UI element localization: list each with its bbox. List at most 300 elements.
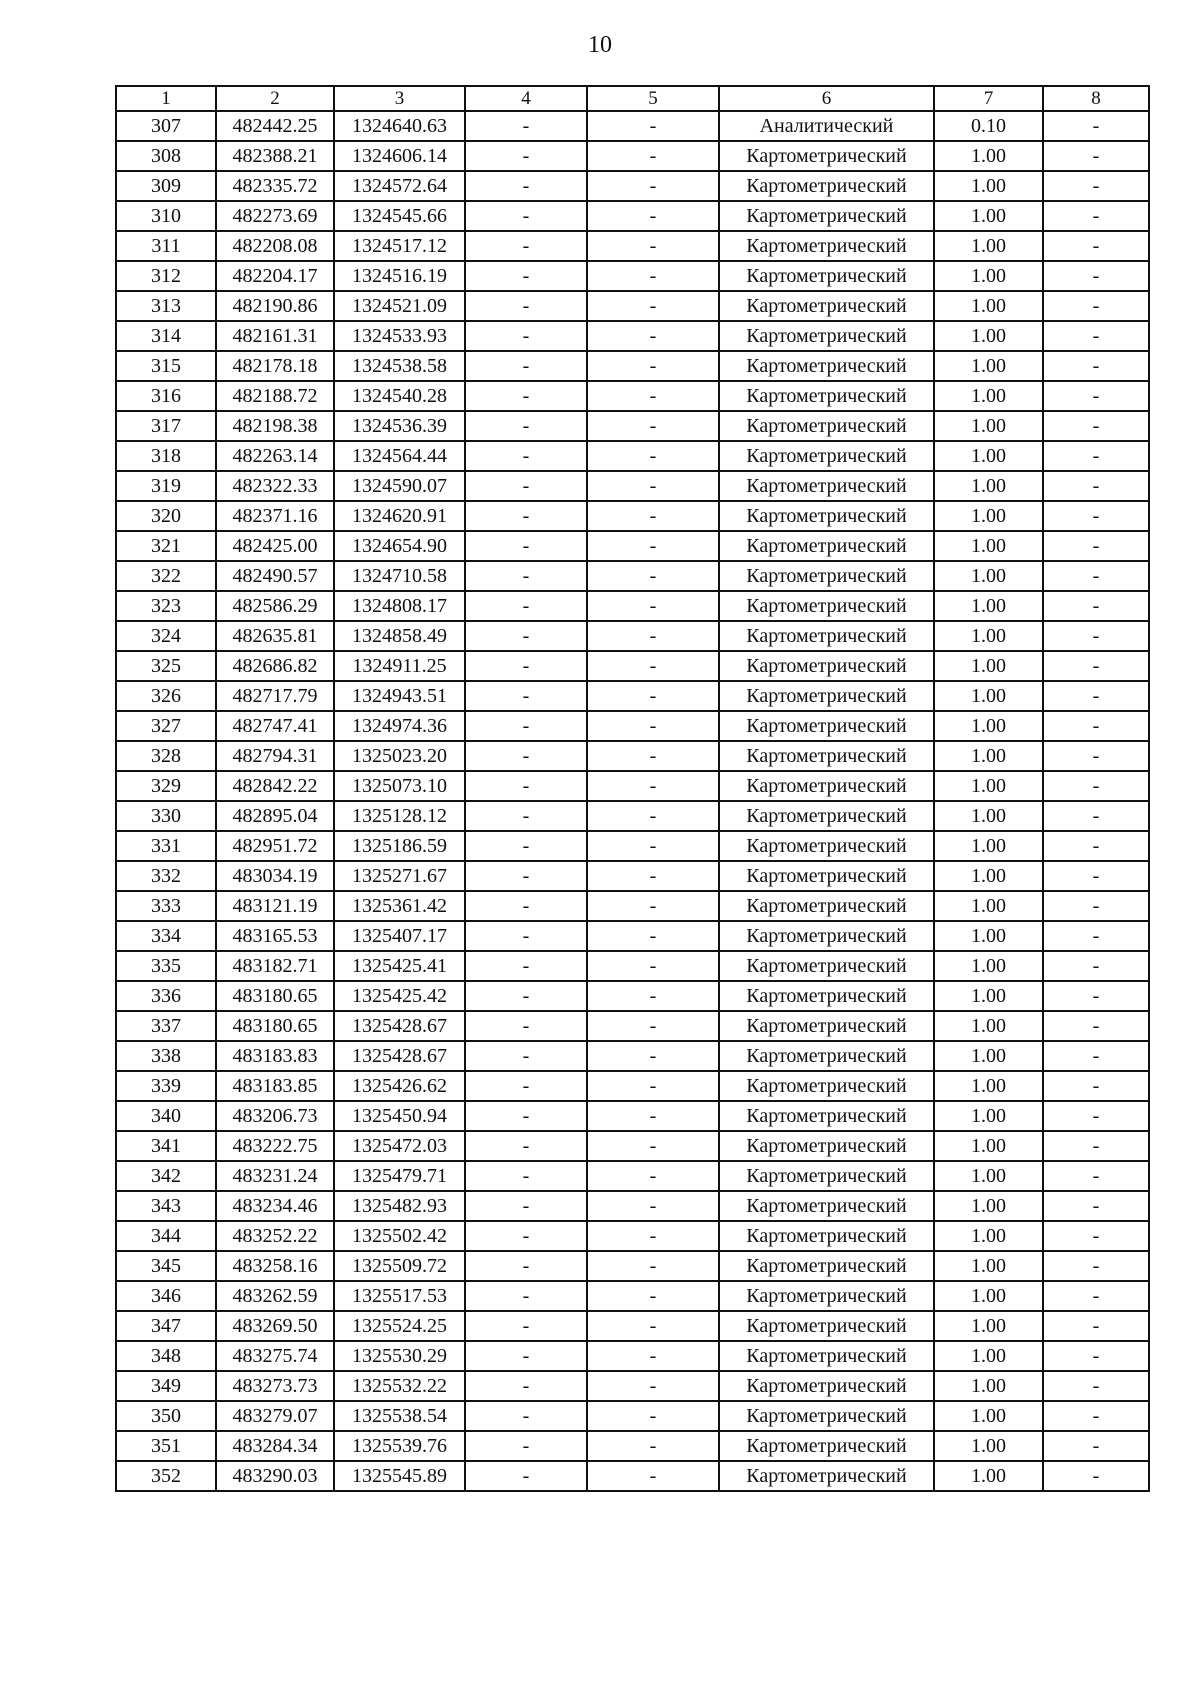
table-row [116,621,1149,651]
y-coordinate-cell: 1325128.12 [334,801,465,831]
x-coordinate-cell: 482204.17 [216,261,334,291]
method-cell: Картометрический [719,981,934,1011]
column-5-cell: - [587,1281,719,1311]
column-4-cell: - [465,1071,587,1101]
accuracy-cell: 1.00 [934,681,1043,711]
point-number-cell: 333 [116,891,216,921]
method-cell: Картометрический [719,1221,934,1251]
column-8-cell: - [1043,351,1149,381]
column-8-cell: - [1043,1131,1149,1161]
column-4-cell: - [465,1131,587,1161]
column-5-cell: - [587,651,719,681]
column-8-cell: - [1043,1251,1149,1281]
table-row [116,861,1149,891]
y-coordinate-cell: 1324536.39 [334,411,465,441]
method-cell: Картометрический [719,1161,934,1191]
accuracy-cell: 1.00 [934,471,1043,501]
x-coordinate-cell: 483290.03 [216,1461,334,1491]
y-coordinate-cell: 1325532.22 [334,1371,465,1401]
y-coordinate-cell: 1324808.17 [334,591,465,621]
x-coordinate-cell: 482388.21 [216,141,334,171]
point-number-cell: 307 [116,111,216,141]
table-row [116,321,1149,351]
method-cell: Картометрический [719,291,934,321]
table-row [116,1191,1149,1221]
point-number-cell: 316 [116,381,216,411]
column-8-cell: - [1043,531,1149,561]
y-coordinate-cell: 1325530.29 [334,1341,465,1371]
column-5-cell: - [587,291,719,321]
column-8-cell: - [1043,711,1149,741]
column-5-cell: - [587,771,719,801]
point-number-cell: 336 [116,981,216,1011]
table-row [116,201,1149,231]
accuracy-cell: 1.00 [934,741,1043,771]
table-row [116,741,1149,771]
column-4-cell: - [465,891,587,921]
y-coordinate-cell: 1324516.19 [334,261,465,291]
column-4-cell: - [465,801,587,831]
column-header: 2 [216,86,334,111]
accuracy-cell: 1.00 [934,531,1043,561]
x-coordinate-cell: 483279.07 [216,1401,334,1431]
table-row [116,231,1149,261]
column-5-cell: - [587,1071,719,1101]
point-number-cell: 309 [116,171,216,201]
table-row [116,591,1149,621]
method-cell: Картометрический [719,1281,934,1311]
accuracy-cell: 1.00 [934,441,1043,471]
column-8-cell: - [1043,741,1149,771]
column-8-cell: - [1043,1371,1149,1401]
accuracy-cell: 1.00 [934,411,1043,441]
column-4-cell: - [465,411,587,441]
x-coordinate-cell: 482273.69 [216,201,334,231]
table-row [116,1371,1149,1401]
method-cell: Картометрический [719,651,934,681]
y-coordinate-cell: 1325073.10 [334,771,465,801]
column-header: 3 [334,86,465,111]
x-coordinate-cell: 482188.72 [216,381,334,411]
column-4-cell: - [465,1401,587,1431]
accuracy-cell: 1.00 [934,261,1043,291]
y-coordinate-cell: 1325538.54 [334,1401,465,1431]
x-coordinate-cell: 483222.75 [216,1131,334,1161]
column-5-cell: - [587,1371,719,1401]
accuracy-cell: 0.10 [934,111,1043,141]
column-5-cell: - [587,351,719,381]
column-8-cell: - [1043,1431,1149,1461]
column-4-cell: - [465,141,587,171]
method-cell: Картометрический [719,201,934,231]
x-coordinate-cell: 483034.19 [216,861,334,891]
y-coordinate-cell: 1325539.76 [334,1431,465,1461]
table-row [116,291,1149,321]
x-coordinate-cell: 483165.53 [216,921,334,951]
column-8-cell: - [1043,381,1149,411]
point-number-cell: 313 [116,291,216,321]
y-coordinate-cell: 1325428.67 [334,1011,465,1041]
accuracy-cell: 1.00 [934,1131,1043,1161]
accuracy-cell: 1.00 [934,141,1043,171]
column-4-cell: - [465,531,587,561]
accuracy-cell: 1.00 [934,501,1043,531]
point-number-cell: 337 [116,1011,216,1041]
column-4-cell: - [465,291,587,321]
accuracy-cell: 1.00 [934,201,1043,231]
y-coordinate-cell: 1324545.66 [334,201,465,231]
column-8-cell: - [1043,411,1149,441]
method-cell: Картометрический [719,441,934,471]
column-4-cell: - [465,651,587,681]
accuracy-cell: 1.00 [934,891,1043,921]
y-coordinate-cell: 1324654.90 [334,531,465,561]
x-coordinate-cell: 482425.00 [216,531,334,561]
method-cell: Картометрический [719,1101,934,1131]
table-header-row [116,86,1149,111]
point-number-cell: 311 [116,231,216,261]
y-coordinate-cell: 1324640.63 [334,111,465,141]
column-5-cell: - [587,891,719,921]
table-row [116,1071,1149,1101]
table-row [116,1161,1149,1191]
y-coordinate-cell: 1324538.58 [334,351,465,381]
column-4-cell: - [465,711,587,741]
column-8-cell: - [1043,471,1149,501]
column-4-cell: - [465,1251,587,1281]
column-8-cell: - [1043,771,1149,801]
table-row [116,1401,1149,1431]
column-4-cell: - [465,831,587,861]
table-row [116,261,1149,291]
table-row [116,951,1149,981]
y-coordinate-cell: 1324540.28 [334,381,465,411]
column-4-cell: - [465,1191,587,1221]
x-coordinate-cell: 483231.24 [216,1161,334,1191]
accuracy-cell: 1.00 [934,1011,1043,1041]
x-coordinate-cell: 482208.08 [216,231,334,261]
table-row [116,1041,1149,1071]
column-header: 1 [116,86,216,111]
column-4-cell: - [465,351,587,381]
x-coordinate-cell: 483262.59 [216,1281,334,1311]
x-coordinate-cell: 482371.16 [216,501,334,531]
column-8-cell: - [1043,1101,1149,1131]
column-5-cell: - [587,321,719,351]
column-8-cell: - [1043,651,1149,681]
column-5-cell: - [587,411,719,441]
point-number-cell: 314 [116,321,216,351]
method-cell: Картометрический [719,411,934,441]
column-4-cell: - [465,921,587,951]
point-number-cell: 343 [116,1191,216,1221]
column-5-cell: - [587,201,719,231]
accuracy-cell: 1.00 [934,981,1043,1011]
column-5-cell: - [587,681,719,711]
column-8-cell: - [1043,801,1149,831]
table-row [116,771,1149,801]
column-5-cell: - [587,711,719,741]
y-coordinate-cell: 1324521.09 [334,291,465,321]
column-5-cell: - [587,1461,719,1491]
y-coordinate-cell: 1324533.93 [334,321,465,351]
method-cell: Картометрический [719,1251,934,1281]
method-cell: Картометрический [719,1461,934,1491]
column-4-cell: - [465,381,587,411]
method-cell: Картометрический [719,141,934,171]
y-coordinate-cell: 1325426.62 [334,1071,465,1101]
x-coordinate-cell: 482190.86 [216,291,334,321]
column-4-cell: - [465,561,587,591]
y-coordinate-cell: 1325186.59 [334,831,465,861]
y-coordinate-cell: 1325524.25 [334,1311,465,1341]
accuracy-cell: 1.00 [934,801,1043,831]
column-4-cell: - [465,741,587,771]
x-coordinate-cell: 483180.65 [216,1011,334,1041]
table-row [116,471,1149,501]
y-coordinate-cell: 1325407.17 [334,921,465,951]
x-coordinate-cell: 482335.72 [216,171,334,201]
y-coordinate-cell: 1324572.64 [334,171,465,201]
column-8-cell: - [1043,1161,1149,1191]
y-coordinate-cell: 1324710.58 [334,561,465,591]
method-cell: Картометрический [719,1131,934,1161]
accuracy-cell: 1.00 [934,561,1043,591]
accuracy-cell: 1.00 [934,1401,1043,1431]
column-5-cell: - [587,1251,719,1281]
method-cell: Аналитический [719,111,934,141]
column-5-cell: - [587,921,719,951]
x-coordinate-cell: 483180.65 [216,981,334,1011]
point-number-cell: 351 [116,1431,216,1461]
table-row [116,501,1149,531]
column-8-cell: - [1043,951,1149,981]
column-8-cell: - [1043,1281,1149,1311]
column-4-cell: - [465,681,587,711]
column-5-cell: - [587,171,719,201]
column-4-cell: - [465,201,587,231]
accuracy-cell: 1.00 [934,1371,1043,1401]
y-coordinate-cell: 1325428.67 [334,1041,465,1071]
column-5-cell: - [587,741,719,771]
accuracy-cell: 1.00 [934,351,1043,381]
accuracy-cell: 1.00 [934,621,1043,651]
method-cell: Картометрический [719,561,934,591]
column-8-cell: - [1043,621,1149,651]
accuracy-cell: 1.00 [934,651,1043,681]
point-number-cell: 312 [116,261,216,291]
column-5-cell: - [587,1431,719,1461]
x-coordinate-cell: 482586.29 [216,591,334,621]
column-4-cell: - [465,1281,587,1311]
column-4-cell: - [465,1311,587,1341]
point-number-cell: 346 [116,1281,216,1311]
column-4-cell: - [465,321,587,351]
y-coordinate-cell: 1325517.53 [334,1281,465,1311]
column-5-cell: - [587,1221,719,1251]
column-8-cell: - [1043,681,1149,711]
x-coordinate-cell: 483284.34 [216,1431,334,1461]
column-5-cell: - [587,141,719,171]
table-row [116,561,1149,591]
column-5-cell: - [587,621,719,651]
x-coordinate-cell: 482635.81 [216,621,334,651]
x-coordinate-cell: 483258.16 [216,1251,334,1281]
x-coordinate-cell: 483252.22 [216,1221,334,1251]
y-coordinate-cell: 1325425.41 [334,951,465,981]
x-coordinate-cell: 483234.46 [216,1191,334,1221]
point-number-cell: 329 [116,771,216,801]
accuracy-cell: 1.00 [934,771,1043,801]
method-cell: Картометрический [719,1401,934,1431]
table-row [116,831,1149,861]
accuracy-cell: 1.00 [934,1251,1043,1281]
column-5-cell: - [587,831,719,861]
x-coordinate-cell: 483206.73 [216,1101,334,1131]
table-row [116,1221,1149,1251]
column-8-cell: - [1043,1401,1149,1431]
column-8-cell: - [1043,1221,1149,1251]
column-8-cell: - [1043,1011,1149,1041]
column-8-cell: - [1043,921,1149,951]
accuracy-cell: 1.00 [934,1191,1043,1221]
column-5-cell: - [587,261,719,291]
column-5-cell: - [587,1131,719,1161]
point-number-cell: 347 [116,1311,216,1341]
column-5-cell: - [587,111,719,141]
point-number-cell: 325 [116,651,216,681]
page-number: 10 [588,32,612,58]
table-row [116,171,1149,201]
x-coordinate-cell: 482442.25 [216,111,334,141]
column-5-cell: - [587,591,719,621]
method-cell: Картометрический [719,951,934,981]
point-number-cell: 328 [116,741,216,771]
x-coordinate-cell: 482747.41 [216,711,334,741]
y-coordinate-cell: 1325425.42 [334,981,465,1011]
point-number-cell: 341 [116,1131,216,1161]
point-number-cell: 308 [116,141,216,171]
x-coordinate-cell: 482161.31 [216,321,334,351]
y-coordinate-cell: 1324620.91 [334,501,465,531]
column-8-cell: - [1043,231,1149,261]
column-header: 5 [587,86,719,111]
x-coordinate-cell: 482717.79 [216,681,334,711]
y-coordinate-cell: 1324943.51 [334,681,465,711]
column-4-cell: - [465,111,587,141]
table-body [116,86,1149,1491]
point-number-cell: 338 [116,1041,216,1071]
method-cell: Картометрический [719,1341,934,1371]
method-cell: Картометрический [719,711,934,741]
column-8-cell: - [1043,591,1149,621]
x-coordinate-cell: 483269.50 [216,1311,334,1341]
column-8-cell: - [1043,1311,1149,1341]
column-8-cell: - [1043,1191,1149,1221]
column-5-cell: - [587,801,719,831]
point-number-cell: 321 [116,531,216,561]
column-4-cell: - [465,1011,587,1041]
y-coordinate-cell: 1324858.49 [334,621,465,651]
column-4-cell: - [465,1161,587,1191]
method-cell: Картометрический [719,321,934,351]
method-cell: Картометрический [719,861,934,891]
column-5-cell: - [587,381,719,411]
point-number-cell: 340 [116,1101,216,1131]
column-5-cell: - [587,1341,719,1371]
column-5-cell: - [587,861,719,891]
y-coordinate-cell: 1325472.03 [334,1131,465,1161]
column-8-cell: - [1043,261,1149,291]
x-coordinate-cell: 482490.57 [216,561,334,591]
coordinates-table [115,85,1150,1492]
column-8-cell: - [1043,981,1149,1011]
y-coordinate-cell: 1324564.44 [334,441,465,471]
column-5-cell: - [587,1311,719,1341]
accuracy-cell: 1.00 [934,1311,1043,1341]
method-cell: Картометрический [719,891,934,921]
column-8-cell: - [1043,321,1149,351]
x-coordinate-cell: 482842.22 [216,771,334,801]
y-coordinate-cell: 1325361.42 [334,891,465,921]
column-4-cell: - [465,1221,587,1251]
column-5-cell: - [587,951,719,981]
method-cell: Картометрический [719,1311,934,1341]
accuracy-cell: 1.00 [934,231,1043,261]
accuracy-cell: 1.00 [934,861,1043,891]
column-5-cell: - [587,981,719,1011]
y-coordinate-cell: 1324974.36 [334,711,465,741]
y-coordinate-cell: 1324517.12 [334,231,465,261]
method-cell: Картометрический [719,831,934,861]
method-cell: Картометрический [719,681,934,711]
column-4-cell: - [465,1041,587,1071]
table-row [116,891,1149,921]
x-coordinate-cell: 483273.73 [216,1371,334,1401]
x-coordinate-cell: 483275.74 [216,1341,334,1371]
method-cell: Картометрический [719,1041,934,1071]
column-5-cell: - [587,1161,719,1191]
column-5-cell: - [587,441,719,471]
column-8-cell: - [1043,501,1149,531]
table-row [116,531,1149,561]
accuracy-cell: 1.00 [934,1071,1043,1101]
column-8-cell: - [1043,111,1149,141]
method-cell: Картометрический [719,381,934,411]
table-row [116,1311,1149,1341]
y-coordinate-cell: 1325545.89 [334,1461,465,1491]
accuracy-cell: 1.00 [934,831,1043,861]
point-number-cell: 319 [116,471,216,501]
x-coordinate-cell: 482895.04 [216,801,334,831]
column-4-cell: - [465,771,587,801]
accuracy-cell: 1.00 [934,921,1043,951]
column-5-cell: - [587,1101,719,1131]
method-cell: Картометрический [719,801,934,831]
column-8-cell: - [1043,201,1149,231]
column-8-cell: - [1043,441,1149,471]
column-8-cell: - [1043,831,1149,861]
point-number-cell: 339 [116,1071,216,1101]
column-4-cell: - [465,171,587,201]
point-number-cell: 350 [116,1401,216,1431]
y-coordinate-cell: 1325450.94 [334,1101,465,1131]
point-number-cell: 320 [116,501,216,531]
y-coordinate-cell: 1325509.72 [334,1251,465,1281]
table-row [116,1251,1149,1281]
column-5-cell: - [587,561,719,591]
column-5-cell: - [587,1011,719,1041]
